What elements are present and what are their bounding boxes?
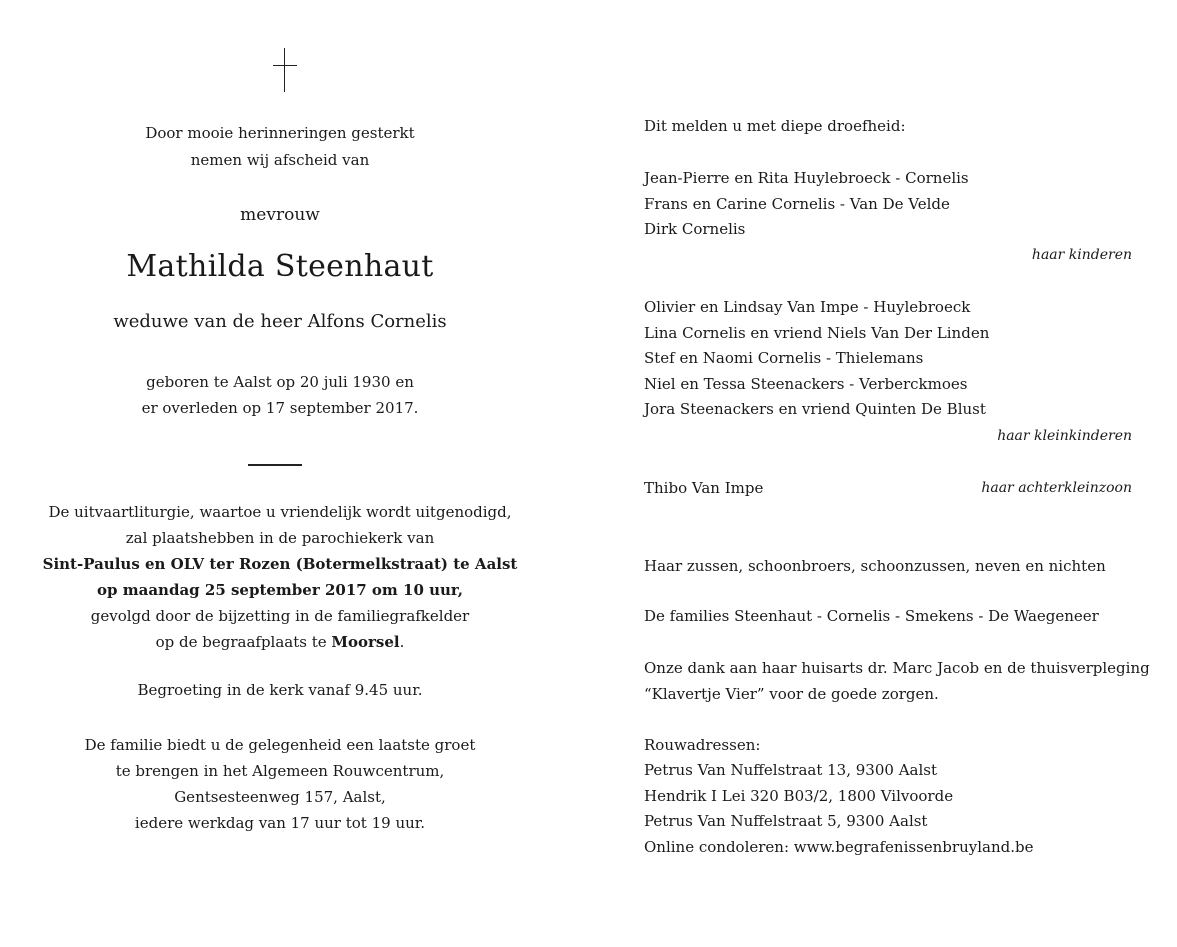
cemetery-suffix: . (399, 633, 405, 651)
children-list (644, 166, 1132, 243)
address-item: Hendrik I Lei 320 B03/2, 1800 Vilvoorde (644, 786, 954, 805)
ceremony-line-5: gevolgd door de bijzetting in de familiegrafkelder (90, 607, 470, 625)
intro-line-1: Door mooie herinneringen gesterkt (145, 124, 415, 142)
list-item: Lina Cornelis en vriend Niels Van Der Linden (644, 323, 990, 342)
list-item: Jora Steenackers en vriend Quinten De Blust (644, 400, 986, 418)
ceremony-block (40, 499, 520, 655)
list-item: Olivier en Lindsay Van Impe - Huylebroeck (644, 298, 971, 316)
grandchildren-label: haar kleinkinderen (997, 428, 1132, 444)
family-offer-line-4: iedere werkdag van 17 uur tot 19 uur. (134, 814, 426, 832)
list-item: Dirk Cornelis (644, 220, 746, 238)
thanks-line-1: Onze dank aan haar huisarts dr. Marc Jacob en de thuisverpleging (644, 659, 1150, 677)
ceremony-date: op maandag 25 september 2017 om 10 uur, (97, 581, 463, 599)
list-item: Frans en Carine Cornelis - Van De Velde (644, 194, 950, 213)
ceremony-line-2: zal plaatshebben in de parochiekerk van (125, 529, 435, 547)
divider (248, 464, 302, 466)
addresses-list (644, 758, 1132, 860)
great-grandchild: Thibo Van Impe (644, 479, 764, 497)
siblings-line: Haar zussen, schoonbroers, schoonzussen, neven en nichten (644, 557, 1106, 575)
family-offer-line-3: Gentsesteenweg 157, Aalst, (174, 788, 386, 806)
family-offer-line-1: De familie biedt u de gelegenheid een laatste groet (84, 736, 476, 754)
list-item: Stef en Naomi Cornelis - Thielemans (644, 349, 924, 367)
list-item: Jean-Pierre en Rita Huylebroeck - Cornelis (644, 169, 969, 187)
announcement: Dit melden u met diepe droefheid: (644, 117, 906, 135)
deceased-name: Mathilda Steenhaut (126, 249, 434, 284)
family-offer-block (40, 732, 520, 836)
ceremony-church: Sint-Paulus en OLV ter Rozen (Botermelkstraat) te Aalst (42, 555, 518, 573)
address-item: Petrus Van Nuffelstraat 13, 9300 Aalst (644, 761, 938, 779)
list-item: Niel en Tessa Steenackers - Verberckmoes (644, 374, 968, 393)
cross-icon (273, 48, 297, 92)
thanks-line-2: “Klavertje Vier” voor de goede zorgen. (644, 685, 939, 703)
intro-line-2: nemen wij afscheid van (190, 151, 370, 169)
cemetery-prefix: op de begraafplaats te (155, 633, 332, 651)
cemetery-place: Moorsel (331, 633, 400, 651)
address-item: Petrus Van Nuffelstraat 5, 9300 Aalst (644, 812, 928, 830)
born-line-1: geboren te Aalst op 20 juli 1930 en (146, 373, 414, 391)
greeting: Begroeting in de kerk vanaf 9.45 uur. (137, 681, 423, 699)
addresses-heading: Rouwadressen: (644, 736, 761, 754)
widow-of: weduwe van de heer Alfons Cornelis (113, 311, 447, 332)
family-offer-line-2: te brengen in het Algemeen Rouwcentrum, (115, 762, 445, 780)
grandchildren-list (644, 295, 1132, 423)
online-condolence: Online condoleren: www.begrafenissenbruyland.be (644, 837, 1034, 856)
great-grandchild-label: haar achterkleinzoon (981, 480, 1132, 496)
born-line-2: er overleden op 17 september 2017. (141, 399, 419, 417)
ceremony-line-1: De uitvaartliturgie, waartoe u vriendelijk wordt uitgenodigd, (48, 503, 512, 521)
families-line: De families Steenhaut - Cornelis - Smekens - De Waegeneer (644, 607, 1099, 625)
ceremony-line-6 (40, 629, 520, 655)
children-label: haar kinderen (1031, 247, 1132, 263)
honorific: mevrouw (240, 205, 320, 225)
